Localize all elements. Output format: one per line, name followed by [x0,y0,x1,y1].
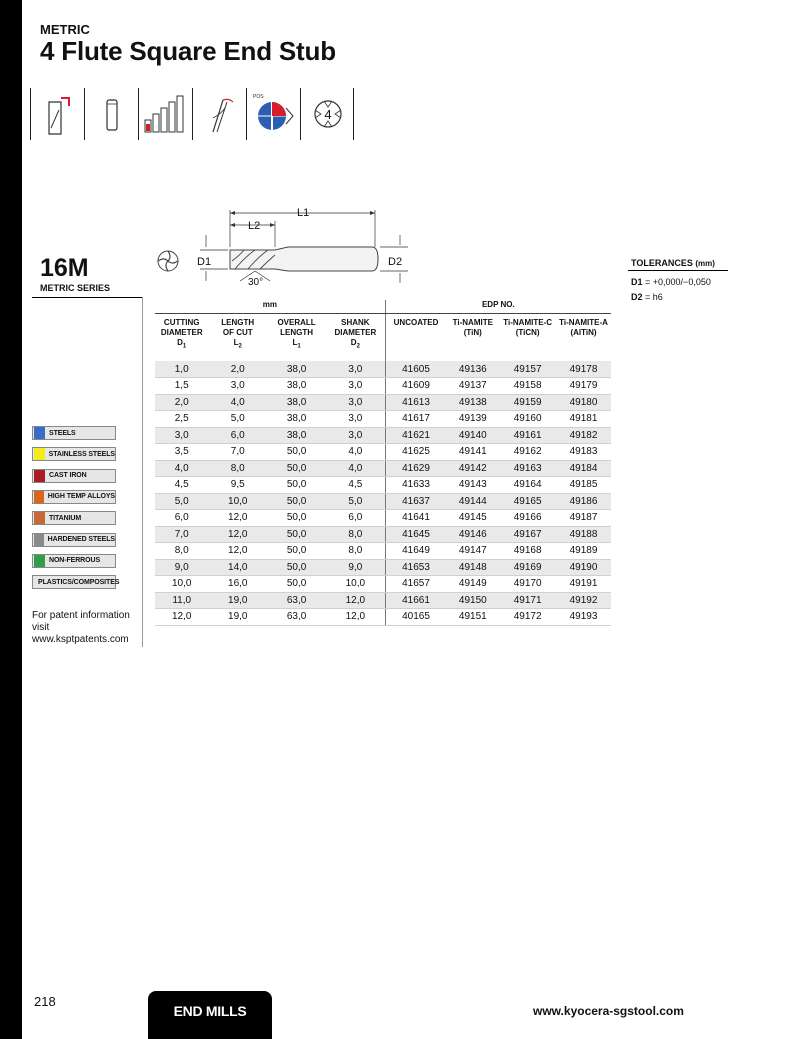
table-cell: 49166 [499,510,556,527]
table-cell: 41657 [385,576,446,593]
l1-label: L1 [297,207,310,219]
page-number: 218 [34,994,56,1009]
page-title: 4 Flute Square End Stub [40,36,336,66]
table-cell: 49148 [446,559,499,576]
table-cell: 50,0 [267,460,326,477]
table-cell: 49185 [556,477,611,494]
series-code: 16M [40,254,89,282]
table-cell: 41641 [385,510,446,527]
material-item [32,575,120,589]
material-swatch [34,555,45,567]
table-cell: 49137 [446,378,499,395]
table-cell: 3,0 [326,378,385,395]
left-edge-bar [0,0,22,1039]
material-swatch [34,448,45,460]
table-cell: 4,5 [326,477,385,494]
table-cell: 49157 [499,361,556,378]
flute-count-icon [300,88,354,140]
table-cell: 49149 [446,576,499,593]
column-header: Ti-NAMITE-C (TiCN) [503,317,552,337]
table-cell: 2,0 [208,361,267,378]
category-label: METRIC [40,22,90,37]
table-cell: 49187 [556,510,611,527]
svg-text:POS: POS [253,94,264,100]
tolerances-divider [628,270,728,271]
material-label: NON-FERROUS [49,557,101,565]
material-label: STAINLESS STEELS [48,450,115,458]
table-cell: 4,0 [155,460,208,477]
column-header: LENGTH OF CUT $L_2$ [221,317,255,350]
table-cell: 8,0 [208,460,267,477]
table-cell: 50,0 [267,444,326,461]
table-cell: 12,0 [326,592,385,609]
table-cell: 49160 [499,411,556,428]
table-cell: 50,0 [267,576,326,593]
table-cell: 3,0 [326,427,385,444]
table-cell: 49181 [556,411,611,428]
table-cell: 49162 [499,444,556,461]
helix-angle-label: 30° [248,277,264,285]
table-cell: 50,0 [267,510,326,527]
table-cell: 50,0 [267,526,326,543]
table-cell: 49183 [556,444,611,461]
material-label: CAST IRON [49,472,87,480]
series-label: METRIC SERIES [40,283,111,293]
table-cell: 49188 [556,526,611,543]
table-cell: 49143 [446,477,499,494]
group-header-mm: mm [155,300,385,313]
table-cell: 41613 [385,394,446,411]
table-cell: 41645 [385,526,446,543]
table-cell: 12,0 [208,543,267,560]
table-cell: 50,0 [267,477,326,494]
table-cell: 38,0 [267,411,326,428]
spec-table [155,300,611,626]
svg-text:4: 4 [324,107,332,122]
table-cell: 41637 [385,493,446,510]
material-item [32,511,116,525]
material-item [32,554,116,568]
table-cell: 4,0 [208,394,267,411]
material-swatch [34,470,45,482]
table-cell: 49150 [446,592,499,609]
material-item [32,533,116,547]
square-end-tool-icon [30,88,84,140]
table-cell: 49182 [556,427,611,444]
table-cell: 49172 [499,609,556,626]
table-cell: 41621 [385,427,446,444]
table-row [155,460,611,477]
table-cell: 49180 [556,394,611,411]
table-cell: 49147 [446,543,499,560]
table-cell: 10,0 [326,576,385,593]
table-cell: 10,0 [208,493,267,510]
table-cell: 49146 [446,526,499,543]
material-item [32,490,116,504]
material-item [32,447,116,461]
table-row [155,411,611,428]
table-cell: 49191 [556,576,611,593]
table-cell: 49189 [556,543,611,560]
table-cell: 8,0 [326,543,385,560]
table-cell: 3,0 [208,378,267,395]
table-cell: 41605 [385,361,446,378]
table-cell: 10,0 [155,576,208,593]
table-cell: 14,0 [208,559,267,576]
footer-section-tab: END MILLS [148,991,272,1039]
column-header-row [155,313,611,361]
d1-label: D1 [197,256,212,268]
l2-label: L2 [248,220,261,232]
material-swatch [34,512,45,524]
column-header: OVERALL LENGTH $L_1$ [277,317,316,350]
table-cell: 49140 [446,427,499,444]
table-cell: 12,0 [155,609,208,626]
table-cell: 49168 [499,543,556,560]
table-cell: 49178 [556,361,611,378]
material-swatch [34,534,44,546]
table-cell: 19,0 [208,609,267,626]
material-swatch [34,491,44,503]
table-cell: 49193 [556,609,611,626]
table-cell: 49141 [446,444,499,461]
table-cell: 41629 [385,460,446,477]
table-cell: 4,0 [326,460,385,477]
series-divider [32,297,142,298]
table-cell: 2,0 [155,394,208,411]
length-bars-icon [138,88,192,140]
d2-label: D2 [388,256,403,268]
table-cell: 7,0 [155,526,208,543]
end-view-icon [158,251,178,271]
table-cell: 19,0 [208,592,267,609]
table-cell: 49144 [446,493,499,510]
table-cell: 49186 [556,493,611,510]
table-cell: 50,0 [267,543,326,560]
table-row [155,477,611,494]
column-header: CUTTING DIAMETER $D_1$ [160,317,203,350]
table-cell: 3,0 [326,361,385,378]
table-row [155,576,611,593]
table-cell: 49167 [499,526,556,543]
table-cell: 4,5 [155,477,208,494]
table-cell: 38,0 [267,361,326,378]
table-cell: 4,0 [326,444,385,461]
table-cell: 50,0 [267,493,326,510]
table-cell: 41653 [385,559,446,576]
table-cell: 63,0 [267,592,326,609]
table-cell: 41661 [385,592,446,609]
table-cell: 3,0 [326,394,385,411]
tolerance-d2: D2 = h6 [631,292,663,302]
column-header: Ti-NAMITE (TiN) [452,317,493,337]
table-cell: 38,0 [267,394,326,411]
table-cell: 7,0 [208,444,267,461]
table-cell: 12,0 [208,526,267,543]
table-cell: 2,5 [155,411,208,428]
table-cell: 49161 [499,427,556,444]
table-row [155,493,611,510]
table-cell: 8,0 [155,543,208,560]
table-cell: 41609 [385,378,446,395]
table-row [155,378,611,395]
column-header: Ti-NAMITE-A (AlTiN) [559,317,608,337]
table-cell: 3,5 [155,444,208,461]
table-cell: 49163 [499,460,556,477]
table-row [155,427,611,444]
table-cell: 49165 [499,493,556,510]
tool-dimension-drawing [140,195,410,290]
table-row [155,394,611,411]
table-cell: 49190 [556,559,611,576]
patent-note: For patent information visit www.ksptpatents.com [32,610,130,645]
group-header-edp: EDP NO. [385,300,611,313]
material-label: HARDENED STEELS [47,536,115,543]
table-row [155,559,611,576]
table-row [155,361,611,378]
table-cell: 41617 [385,411,446,428]
table-cell: 63,0 [267,609,326,626]
table-cell: 6,0 [208,427,267,444]
table-cell: 49138 [446,394,499,411]
table-cell: 49136 [446,361,499,378]
material-label: HIGH TEMP ALLOYS [47,493,115,501]
feature-icon-strip [30,88,354,140]
table-cell: 49159 [499,394,556,411]
table-cell: 40165 [385,609,446,626]
table-cell: 11,0 [155,592,208,609]
table-cell: 16,0 [208,576,267,593]
table-cell: 49171 [499,592,556,609]
material-swatch [34,427,45,439]
table-row [155,592,611,609]
table-cell: 49151 [446,609,499,626]
table-cell: 49184 [556,460,611,477]
tolerances-title: TOLERANCES (mm) [631,258,715,268]
column-header: SHANK DIAMETER $D_2$ [334,317,377,350]
table-cell: 49164 [499,477,556,494]
table-cell: 8,0 [326,526,385,543]
table-cell: 1,5 [155,378,208,395]
table-left-divider [142,297,143,647]
table-cell: 3,0 [155,427,208,444]
table-cell: 49169 [499,559,556,576]
table-body [155,361,611,625]
footer-url: www.kyocera-sgstool.com [533,1004,684,1018]
table-cell: 49158 [499,378,556,395]
table-cell: 9,0 [155,559,208,576]
table-cell: 12,0 [326,609,385,626]
table-cell: 9,5 [208,477,267,494]
table-cell: 49179 [556,378,611,395]
table-cell: 1,0 [155,361,208,378]
coating-pos-icon [246,88,300,140]
shank-icon [84,88,138,140]
tolerance-d1: D1 = +0,000/−0,050 [631,277,711,287]
table-cell: 38,0 [267,427,326,444]
table-row [155,543,611,560]
material-label: STEELS [49,429,76,437]
helix-angle-icon [192,88,246,140]
table-cell: 41649 [385,543,446,560]
table-cell: 49139 [446,411,499,428]
table-cell: 49192 [556,592,611,609]
table-cell: 38,0 [267,378,326,395]
table-cell: 49142 [446,460,499,477]
table-cell: 49170 [499,576,556,593]
material-label: PLASTICS/COMPOSITES [38,578,120,586]
table-cell: 41633 [385,477,446,494]
table-row [155,609,611,626]
material-item [32,469,116,483]
table-cell: 5,0 [155,493,208,510]
table-cell: 5,0 [208,411,267,428]
table-cell: 49145 [446,510,499,527]
table-cell: 50,0 [267,559,326,576]
table-row [155,526,611,543]
table-cell: 6,0 [155,510,208,527]
table-row [155,444,611,461]
table-row [155,510,611,527]
column-header: UNCOATED [385,313,446,361]
table-cell: 41625 [385,444,446,461]
table-cell: 6,0 [326,510,385,527]
table-cell: 9,0 [326,559,385,576]
table-cell: 5,0 [326,493,385,510]
table-cell: 3,0 [326,411,385,428]
material-label: TITANIUM [49,514,82,522]
material-item [32,426,116,440]
table-cell: 12,0 [208,510,267,527]
